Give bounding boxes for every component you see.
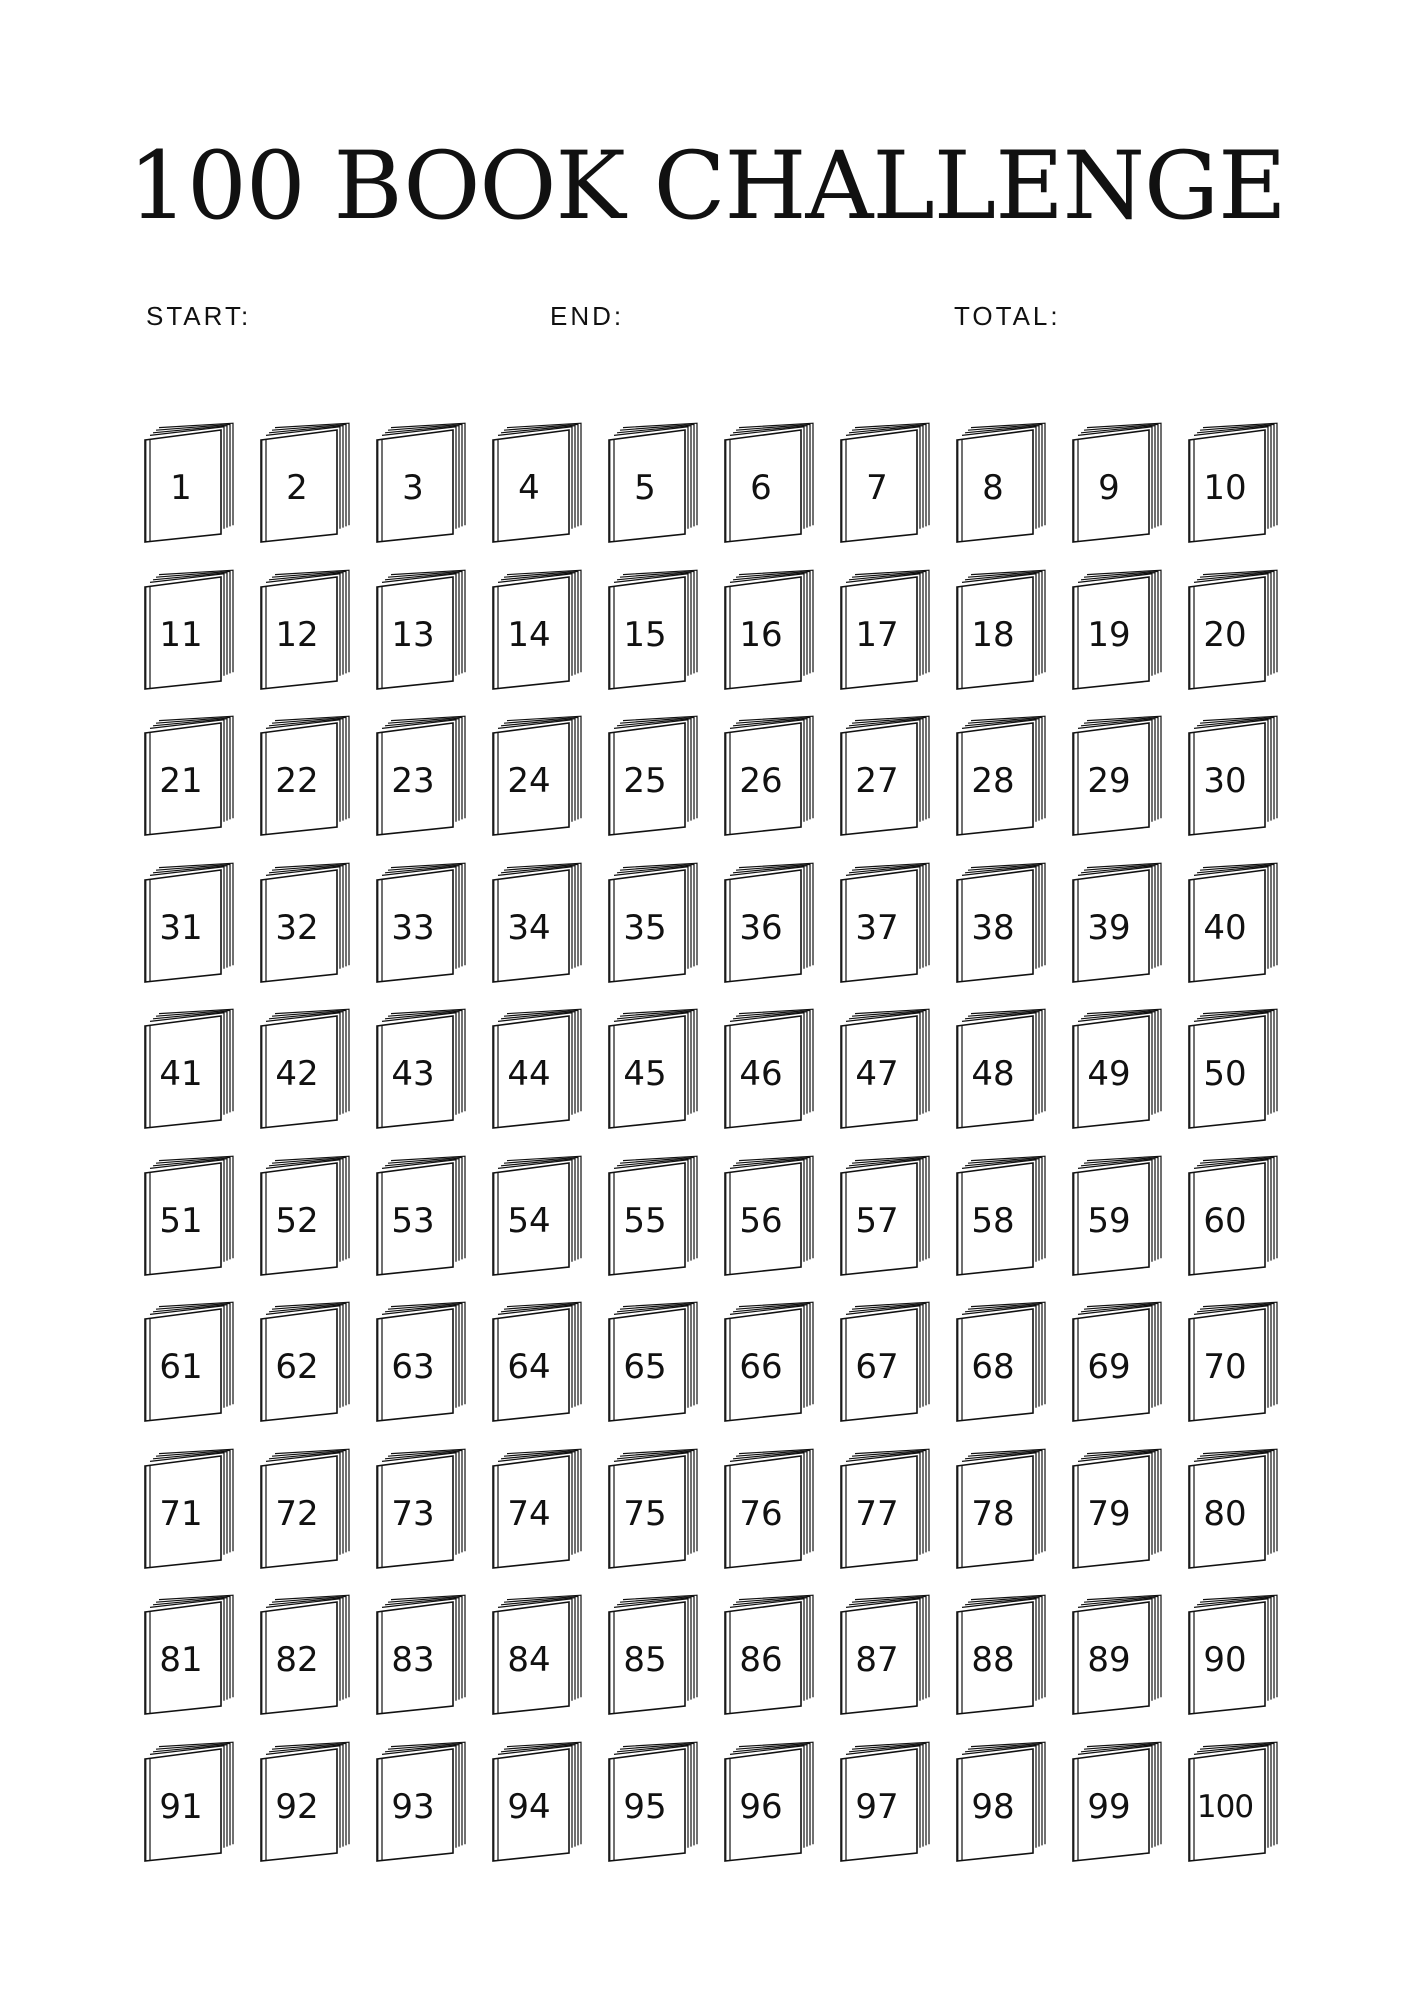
book-slot bbox=[1069, 1741, 1161, 1861]
book-number: 82 bbox=[275, 1640, 319, 1680]
book-slot bbox=[1069, 1594, 1161, 1714]
book-number: 85 bbox=[623, 1640, 667, 1680]
book-slot bbox=[837, 1008, 929, 1128]
book-slot bbox=[953, 862, 1045, 982]
book-number: 13 bbox=[391, 614, 435, 655]
book-number: 47 bbox=[855, 1054, 899, 1094]
book-slot bbox=[141, 862, 233, 982]
book-number: 5 bbox=[634, 468, 656, 508]
book-slot bbox=[489, 1741, 581, 1861]
book-slot bbox=[953, 1594, 1045, 1714]
book-slot bbox=[1069, 715, 1161, 835]
book-number: 46 bbox=[739, 1054, 783, 1094]
book-number: 100 bbox=[1196, 1788, 1254, 1825]
book-number: 98 bbox=[971, 1786, 1015, 1827]
book-slot bbox=[257, 1301, 349, 1421]
book-slot bbox=[489, 1594, 581, 1714]
book-slot bbox=[1185, 1741, 1277, 1861]
book-number: 17 bbox=[855, 614, 899, 655]
book-number: 50 bbox=[1203, 1054, 1247, 1094]
book-number: 3 bbox=[402, 468, 424, 508]
book-number: 25 bbox=[623, 761, 667, 801]
book-slot bbox=[953, 569, 1045, 689]
book-grid bbox=[141, 422, 1281, 1862]
book-number: 69 bbox=[1087, 1347, 1131, 1387]
book-number: 53 bbox=[391, 1200, 435, 1241]
book-slot bbox=[257, 862, 349, 982]
book-number: 80 bbox=[1203, 1493, 1247, 1534]
book-number: 2 bbox=[286, 468, 308, 508]
book-slot bbox=[1185, 1594, 1277, 1714]
book-slot bbox=[605, 1594, 697, 1714]
book-slot bbox=[837, 715, 929, 835]
book-number: 71 bbox=[159, 1493, 203, 1534]
book-slot bbox=[1069, 862, 1161, 982]
book-slot bbox=[837, 1301, 929, 1421]
book-slot bbox=[489, 422, 581, 542]
book-number: 36 bbox=[739, 907, 783, 948]
book-slot bbox=[721, 1448, 813, 1568]
book-slot bbox=[953, 1301, 1045, 1421]
book-slot bbox=[1069, 422, 1161, 542]
book-slot bbox=[373, 1155, 465, 1275]
book-number: 75 bbox=[623, 1493, 667, 1534]
book-slot bbox=[489, 862, 581, 982]
book-number: 10 bbox=[1203, 468, 1247, 508]
book-slot bbox=[489, 1448, 581, 1568]
book-number: 52 bbox=[275, 1200, 319, 1241]
book-number: 73 bbox=[391, 1493, 435, 1534]
book-number: 55 bbox=[623, 1200, 667, 1241]
book-number: 1 bbox=[170, 468, 192, 508]
book-number: 86 bbox=[739, 1640, 783, 1680]
book-number: 79 bbox=[1087, 1493, 1131, 1534]
book-slot bbox=[489, 1155, 581, 1275]
book-number: 70 bbox=[1203, 1347, 1247, 1387]
book-number: 32 bbox=[275, 907, 319, 948]
book-number: 51 bbox=[159, 1200, 203, 1241]
book-slot bbox=[605, 1448, 697, 1568]
book-number: 65 bbox=[623, 1347, 667, 1387]
book-number: 57 bbox=[855, 1200, 899, 1241]
book-number: 43 bbox=[391, 1054, 435, 1094]
book-number: 26 bbox=[739, 761, 783, 801]
book-number: 81 bbox=[159, 1640, 203, 1680]
book-slot bbox=[257, 1741, 349, 1861]
book-number: 44 bbox=[507, 1054, 551, 1094]
book-slot bbox=[721, 715, 813, 835]
book-slot bbox=[953, 715, 1045, 835]
book-number: 28 bbox=[971, 761, 1015, 801]
book-number: 67 bbox=[855, 1347, 899, 1387]
book-slot bbox=[489, 569, 581, 689]
book-slot bbox=[1185, 1448, 1277, 1568]
book-number: 74 bbox=[507, 1493, 551, 1534]
book-number: 72 bbox=[275, 1493, 319, 1534]
book-slot bbox=[721, 1741, 813, 1861]
book-number: 93 bbox=[391, 1786, 435, 1827]
book-number: 21 bbox=[159, 761, 203, 801]
book-number: 37 bbox=[855, 907, 899, 948]
book-slot bbox=[721, 1301, 813, 1421]
book-number: 49 bbox=[1087, 1054, 1131, 1094]
book-number: 92 bbox=[275, 1786, 319, 1827]
book-slot bbox=[721, 422, 813, 542]
book-slot bbox=[1069, 569, 1161, 689]
book-slot bbox=[1185, 422, 1277, 542]
book-number: 61 bbox=[159, 1347, 203, 1387]
book-slot bbox=[837, 1155, 929, 1275]
book-slot bbox=[141, 1301, 233, 1421]
book-number: 60 bbox=[1203, 1200, 1247, 1241]
book-slot bbox=[141, 1741, 233, 1861]
book-number: 6 bbox=[750, 468, 772, 508]
book-number: 56 bbox=[739, 1200, 783, 1241]
book-number: 31 bbox=[159, 907, 203, 948]
book-slot bbox=[605, 1155, 697, 1275]
book-number: 76 bbox=[739, 1493, 783, 1534]
book-number: 63 bbox=[391, 1347, 435, 1387]
book-number: 59 bbox=[1087, 1200, 1131, 1241]
book-slot bbox=[1185, 715, 1277, 835]
book-slot bbox=[953, 1008, 1045, 1128]
book-number: 27 bbox=[855, 761, 899, 801]
book-slot bbox=[837, 1448, 929, 1568]
book-slot bbox=[953, 422, 1045, 542]
book-slot bbox=[373, 1448, 465, 1568]
book-slot bbox=[489, 1301, 581, 1421]
book-number: 39 bbox=[1087, 907, 1131, 948]
book-number: 16 bbox=[739, 614, 783, 655]
start-label: START: bbox=[146, 301, 252, 331]
book-number: 84 bbox=[507, 1640, 551, 1680]
book-number: 33 bbox=[391, 907, 435, 948]
book-slot bbox=[605, 422, 697, 542]
book-slot bbox=[141, 422, 233, 542]
book-slot bbox=[721, 1008, 813, 1128]
book-slot bbox=[953, 1448, 1045, 1568]
book-slot bbox=[141, 1008, 233, 1128]
book-slot bbox=[1185, 1155, 1277, 1275]
book-slot bbox=[721, 569, 813, 689]
book-slot bbox=[605, 569, 697, 689]
book-slot bbox=[141, 715, 233, 835]
book-slot bbox=[953, 1741, 1045, 1861]
book-number: 97 bbox=[855, 1786, 899, 1827]
book-slot bbox=[141, 1448, 233, 1568]
book-number: 83 bbox=[391, 1640, 435, 1680]
book-slot bbox=[1185, 569, 1277, 689]
book-number: 14 bbox=[507, 614, 551, 655]
book-slot bbox=[373, 1741, 465, 1861]
book-number: 19 bbox=[1087, 614, 1131, 655]
book-number: 9 bbox=[1098, 468, 1120, 508]
book-number: 34 bbox=[507, 907, 551, 948]
book-number: 11 bbox=[159, 614, 203, 655]
book-number: 40 bbox=[1203, 907, 1247, 948]
book-number: 38 bbox=[971, 907, 1015, 948]
book-number: 87 bbox=[855, 1640, 899, 1680]
book-slot bbox=[721, 862, 813, 982]
book-number: 95 bbox=[623, 1786, 667, 1827]
book-slot bbox=[141, 1594, 233, 1714]
book-number: 68 bbox=[971, 1347, 1015, 1387]
book-number: 54 bbox=[507, 1200, 551, 1241]
book-slot bbox=[141, 569, 233, 689]
end-label: END: bbox=[550, 301, 625, 331]
book-number: 62 bbox=[275, 1347, 319, 1387]
book-slot bbox=[373, 1594, 465, 1714]
book-number: 99 bbox=[1087, 1786, 1131, 1827]
book-number: 12 bbox=[275, 614, 319, 655]
book-slot bbox=[1069, 1301, 1161, 1421]
book-number: 29 bbox=[1087, 761, 1131, 801]
book-number: 41 bbox=[159, 1054, 203, 1094]
book-slot bbox=[489, 715, 581, 835]
book-slot bbox=[373, 422, 465, 542]
book-slot bbox=[257, 569, 349, 689]
book-slot bbox=[373, 715, 465, 835]
book-number: 24 bbox=[507, 761, 551, 801]
book-number: 35 bbox=[623, 907, 667, 948]
book-slot bbox=[1185, 1301, 1277, 1421]
book-number: 18 bbox=[971, 614, 1015, 655]
book-number: 91 bbox=[159, 1786, 203, 1827]
book-number: 23 bbox=[391, 761, 435, 801]
book-number: 96 bbox=[739, 1786, 783, 1827]
book-number: 48 bbox=[971, 1054, 1015, 1094]
book-slot bbox=[1069, 1155, 1161, 1275]
book-number: 89 bbox=[1087, 1640, 1131, 1680]
book-number: 42 bbox=[275, 1054, 319, 1094]
book-slot bbox=[605, 1008, 697, 1128]
book-slot bbox=[605, 1301, 697, 1421]
book-slot bbox=[721, 1155, 813, 1275]
book-slot bbox=[373, 569, 465, 689]
book-slot bbox=[489, 1008, 581, 1128]
book-slot bbox=[373, 1008, 465, 1128]
book-number: 8 bbox=[982, 468, 1004, 508]
book-slot bbox=[837, 422, 929, 542]
book-slot bbox=[605, 1741, 697, 1861]
book-slot bbox=[373, 1301, 465, 1421]
book-number: 90 bbox=[1203, 1640, 1247, 1680]
book-number: 7 bbox=[866, 468, 888, 508]
book-slot bbox=[837, 1741, 929, 1861]
book-slot bbox=[953, 1155, 1045, 1275]
book-number: 66 bbox=[739, 1347, 783, 1387]
book-number: 45 bbox=[623, 1054, 667, 1094]
book-number: 20 bbox=[1203, 614, 1247, 655]
book-number: 94 bbox=[507, 1786, 551, 1827]
book-slot bbox=[373, 862, 465, 982]
book-number: 4 bbox=[518, 468, 540, 508]
book-number: 58 bbox=[971, 1200, 1015, 1241]
book-slot bbox=[257, 422, 349, 542]
book-slot bbox=[1185, 1008, 1277, 1128]
book-number: 30 bbox=[1203, 761, 1247, 801]
book-number: 77 bbox=[855, 1493, 899, 1534]
book-slot bbox=[1069, 1448, 1161, 1568]
book-number: 15 bbox=[623, 614, 667, 655]
book-slot bbox=[837, 862, 929, 982]
book-slot bbox=[1069, 1008, 1161, 1128]
book-number: 64 bbox=[507, 1347, 551, 1387]
page-title: 100 BOOK CHALLENGE bbox=[128, 132, 1286, 241]
total-label: TOTAL: bbox=[954, 301, 1061, 331]
book-number: 88 bbox=[971, 1640, 1015, 1680]
book-slot bbox=[257, 1594, 349, 1714]
book-slot bbox=[141, 1155, 233, 1275]
book-slot bbox=[1185, 862, 1277, 982]
book-number: 22 bbox=[275, 761, 319, 801]
book-slot bbox=[837, 569, 929, 689]
book-slot bbox=[257, 1448, 349, 1568]
book-slot bbox=[257, 1008, 349, 1128]
book-slot bbox=[605, 715, 697, 835]
book-slot bbox=[605, 862, 697, 982]
book-slot bbox=[257, 715, 349, 835]
book-number: 78 bbox=[971, 1493, 1015, 1534]
book-slot bbox=[721, 1594, 813, 1714]
book-slot bbox=[837, 1594, 929, 1714]
book-slot bbox=[257, 1155, 349, 1275]
